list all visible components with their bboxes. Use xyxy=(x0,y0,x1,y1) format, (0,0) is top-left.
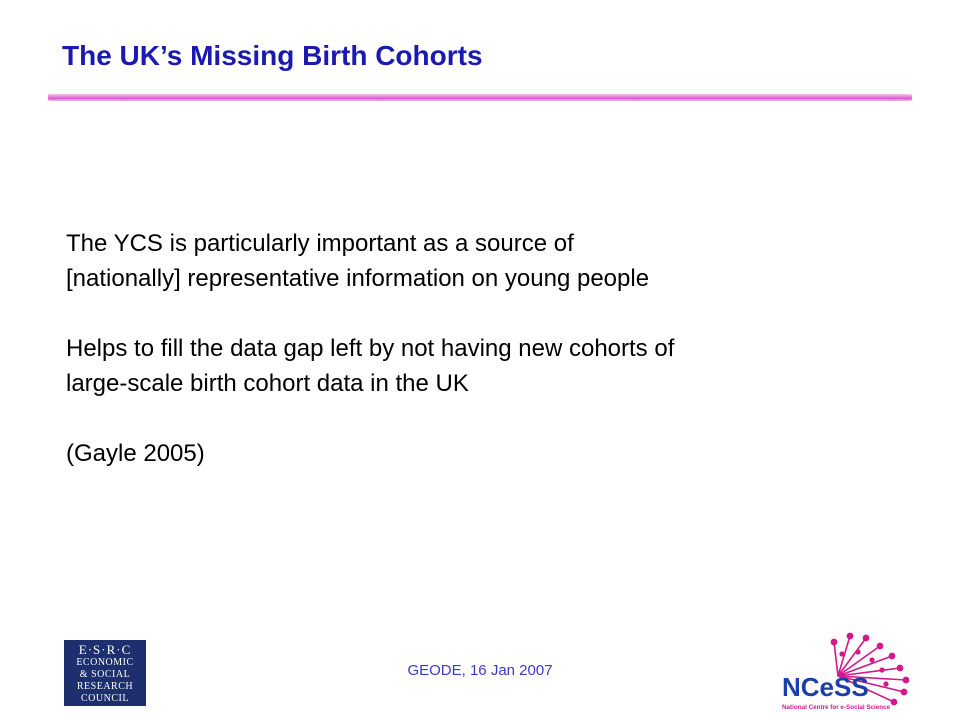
paragraph-line: Helps to fill the data gap left by not having new cohorts of xyxy=(66,335,675,362)
paragraph-data-gap xyxy=(66,331,926,401)
paragraph-citation xyxy=(66,436,926,471)
paragraph-ycs-importance xyxy=(66,226,926,296)
esrc-logo-line: COUNCIL xyxy=(81,693,129,704)
slide-footer: GEODE, 16 Jan 2007 xyxy=(407,662,553,679)
paragraph-line: [nationally] representative information on young people xyxy=(66,265,650,292)
esrc-logo-line: ECONOMIC xyxy=(76,657,134,668)
ncess-logo-tagline: National Centre for e-Social Science xyxy=(782,704,891,711)
slide-body xyxy=(66,226,926,506)
ncess-logo-name: NCeSS xyxy=(782,672,869,702)
ncess-logo xyxy=(776,632,922,714)
title-divider xyxy=(48,94,912,101)
esrc-logo-line: RESEARCH xyxy=(76,681,134,692)
esrc-logo-line: & SOCIAL xyxy=(79,669,131,680)
paragraph-line: The YCS is particularly important as a source of xyxy=(66,230,574,257)
citation-text: (Gayle 2005) xyxy=(66,440,205,467)
slide-title: The UK’s Missing Birth Cohorts xyxy=(62,40,483,71)
esrc-logo-line: E·S·R·C xyxy=(78,642,132,657)
paragraph-line: large-scale birth cohort data in the UK xyxy=(66,370,469,397)
